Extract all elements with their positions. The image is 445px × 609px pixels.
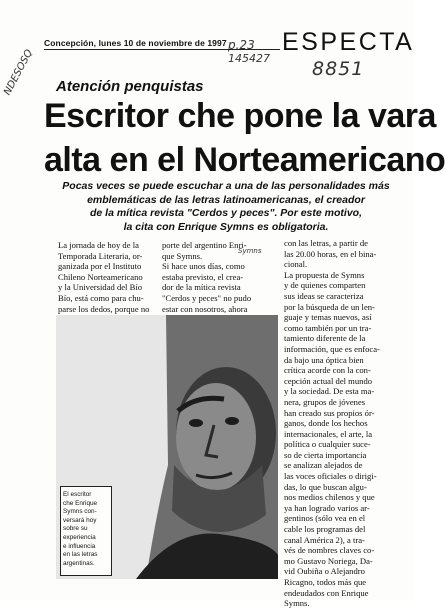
text-line: "Cerdos y peces" no pudo <box>162 292 252 303</box>
article-kicker: Atención penquistas <box>56 78 204 95</box>
headline-line: Escritor che pone la vara <box>44 97 436 135</box>
masthead-date: Concepción, lunes 10 de noviembre de 1997 <box>44 38 227 48</box>
handwritten-code-b: 8851 <box>312 58 365 80</box>
text-line: cepción actual del mundo <box>284 375 373 386</box>
text-line: información, que es enfoca- <box>284 343 380 354</box>
text-line: ganizada por el Instituto <box>58 261 142 272</box>
text-line: das, lo que buscan algu- <box>284 481 367 492</box>
text-line: y la sociedad. De esta ma- <box>284 386 375 397</box>
text-line: se analizan alejados de <box>284 460 363 471</box>
article-lead <box>58 180 394 234</box>
text-line: nos medios chilenos y que <box>284 492 375 503</box>
text-line: endeudados con Enrique <box>284 587 369 598</box>
text-line: e influencia <box>63 542 96 550</box>
text-line: y de quienes comparten <box>284 280 366 291</box>
text-line: La propuesta de Symns <box>284 269 365 280</box>
text-line: da bajo una óptica bien <box>284 354 364 365</box>
text-line: porte del argentino Enri- <box>162 240 247 250</box>
text-line: con las letras, a partir de <box>284 238 368 248</box>
text-line: Bío, está como para chu- <box>58 292 144 303</box>
text-line: sobre su <box>63 525 88 533</box>
text-line: cional. <box>284 259 308 270</box>
photo-caption <box>60 486 112 576</box>
text-line: las voces oficiales o dirigi- <box>284 471 377 482</box>
text-line: guaje y temas nuevos, así <box>284 312 372 323</box>
handwritten-code-a: 145427 <box>228 52 270 65</box>
text-line: y la Universidad del Bío <box>58 282 143 293</box>
lead-line: de la mítica revista "Cerdos y peces". Por este motivo, <box>90 207 362 219</box>
handwritten-page-ref: p.23 <box>228 38 255 52</box>
text-line: vid Oubiña o Alejandro <box>284 566 365 577</box>
text-line: por la búsqueda de un len- <box>284 301 375 312</box>
text-line: parse los dedos, porque no <box>58 303 150 314</box>
lead-line: la cita con Enrique Symns es obligatoria. <box>123 220 329 233</box>
lead-line: Pocas veces se puede escuchar a una de las personalidades más <box>62 180 390 192</box>
text-line: El escritor <box>63 491 92 498</box>
text-line: Temporada Literaria, or- <box>58 250 143 261</box>
text-line: vés de nombres claves co- <box>284 545 375 556</box>
text-line: política o cualquier suce- <box>284 439 371 450</box>
text-line: gentinos (sólo vea en el <box>284 513 366 524</box>
text-line: experiencia <box>63 533 96 541</box>
text-line: ganos, donde los hechos <box>284 418 368 429</box>
text-line: cable los programas del <box>284 524 366 535</box>
text-line: las 20.00 horas, en el bina- <box>284 248 377 259</box>
text-line: sus ideas se caracteriza <box>284 290 364 301</box>
article-headline <box>44 94 445 182</box>
text-line: estar con nosotros, ahora <box>162 303 248 314</box>
text-line: mo Gustavo Noriega, Da- <box>284 555 373 566</box>
handwritten-name-note: Symns <box>238 247 262 255</box>
handwritten-margin-code: NDESOSQ <box>2 47 36 98</box>
text-line: Si hace unos días, como <box>162 261 245 272</box>
text-line: internacionales, el arte, la <box>284 428 373 439</box>
text-line: canal América 2), a tra- <box>284 534 365 545</box>
headline-line: alta en el Norteamericano <box>44 141 445 179</box>
text-line: argentinas. <box>63 559 95 567</box>
lead-line: emblemáticas de las letras latinoamericanas, el creador <box>87 193 365 206</box>
text-line: como también por un tra- <box>284 322 372 333</box>
text-line: Symns. <box>284 598 310 609</box>
text-line: tamiento diferente de la <box>284 333 366 344</box>
text-line: han creado sus propios ór- <box>284 407 375 418</box>
text-line: Symns con- <box>63 508 97 516</box>
text-line: Ricagno, todos más que <box>284 577 367 587</box>
text-line: estaba previsto, el crea- <box>162 271 244 282</box>
text-line: ya han logrado varios ar- <box>284 502 370 513</box>
text-line: en las letras <box>63 551 98 559</box>
text-line: versará hoy <box>63 516 97 524</box>
text-line: dor de la mítica revista <box>162 282 241 293</box>
text-line: nera, grupos de jóvenes <box>284 396 366 407</box>
text-line: che Enrique <box>63 499 98 507</box>
section-name: ESPECTA <box>282 28 415 56</box>
text-line: so de cierta importancia <box>284 449 367 460</box>
text-line: La jornada de hoy de la <box>58 240 139 250</box>
text-line: Chileno Norteamericano <box>58 271 143 282</box>
body-column-3 <box>284 238 400 609</box>
text-line: crítica acorde con la con- <box>284 365 371 376</box>
text-line: que Symns. <box>162 250 203 261</box>
